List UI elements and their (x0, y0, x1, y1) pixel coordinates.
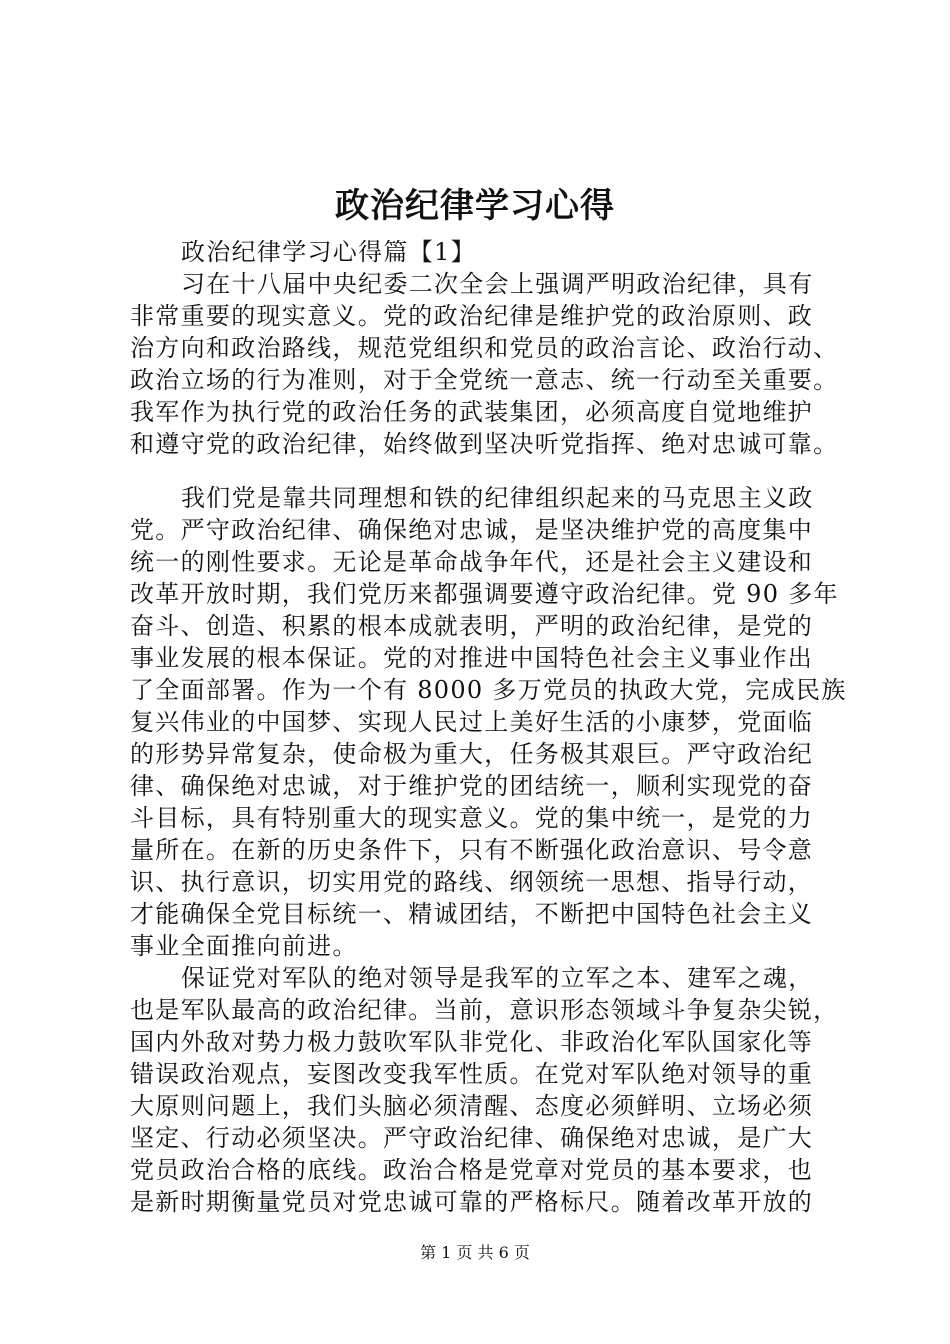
paragraph-line: 也是军队最高的政治纪律。当前，意识形态领域斗争复杂尖锐， (130, 996, 839, 1024)
paragraph-line: 复兴伟业的中国梦、实现人民过上美好生活的小康梦，党面临 (130, 708, 814, 736)
paragraph-line: 习在十八届中央纪委二次全会上强调严明政治纪律，具有 (181, 270, 814, 298)
paragraph-line: 非常重要的现实意义。党的政治纪律是维护党的政治原则、政 (130, 302, 814, 330)
paragraph-line: 党员政治合格的底线。政治合格是党章对党员的基本要求，也 (130, 1156, 814, 1184)
paragraph-line: 政治立场的行为准则，对于全党统一意志、统一行动至关重要。 (130, 366, 839, 394)
paragraph-line: 才能确保全党目标统一、精诚团结，不断把中国特色社会主义 (130, 900, 814, 928)
paragraph-line: 了全面部署。作为一个有 8000 多万党员的执政大党，完成民族 (130, 676, 847, 704)
paragraph-line: 坚定、行动必须坚决。严守政治纪律、确保绝对忠诚，是广大 (130, 1124, 814, 1152)
paragraph-line: 事业发展的根本保证。党的对推进中国特色社会主义事业作出 (130, 644, 814, 672)
paragraph-line: 斗目标，具有特别重大的现实意义。党的集中统一，是党的力 (130, 804, 814, 832)
paragraph-line: 国内外敌对势力极力鼓吹军队非党化、非政治化军队国家化等 (130, 1028, 814, 1056)
paragraph-line: 是新时期衡量党员对党忠诚可靠的严格标尺。随着改革开放的 (130, 1188, 814, 1216)
paragraph-line: 我军作为执行党的政治任务的武装集团，必须高度自觉地维护 (130, 398, 814, 426)
paragraph-line: 错误政治观点，妄图改变我军性质。在党对军队绝对领导的重 (130, 1060, 814, 1088)
paragraph-line: 治方向和政治路线，规范党组织和党员的政治言论、政治行动、 (130, 334, 839, 362)
paragraph-line: 党。严守政治纪律、确保绝对忠诚，是坚决维护党的高度集中 (130, 516, 814, 544)
paragraph-line: 事业全面推向前进。 (130, 932, 358, 960)
paragraph-line: 改革开放时期，我们党历来都强调要遵守政治纪律。党 90 多年 (130, 580, 839, 608)
paragraph-line: 奋斗、创造、积累的根本成就表明，严明的政治纪律，是党的 (130, 612, 814, 640)
paragraph-line: 统一的刚性要求。无论是革命战争年代，还是社会主义建设和 (130, 548, 814, 576)
paragraph-line: 和遵守党的政治纪律，始终做到坚决听党指挥、绝对忠诚可靠。 (130, 430, 839, 458)
paragraph-line: 识、执行意识，切实用党的路线、纲领统一思想、指导行动， (130, 868, 814, 896)
page-number: 第 1 页 共 6 页 (420, 1243, 530, 1262)
paragraph-line: 大原则问题上，我们头脑必须清醒、态度必须鲜明、立场必须 (130, 1092, 814, 1120)
paragraph-line: 保证党对军队的绝对领导是我军的立军之本、建军之魂， (181, 964, 814, 992)
paragraph-line: 律、确保绝对忠诚，对于维护党的团结统一，顺利实现党的奋 (130, 772, 814, 800)
section-heading: 政治纪律学习心得篇【1】 (181, 238, 476, 266)
document-title: 政治纪律学习心得 (335, 186, 615, 226)
paragraph-line: 我们党是靠共同理想和铁的纪律组织起来的马克思主义政 (181, 484, 814, 512)
paragraph-line: 量所在。在新的历史条件下，只有不断强化政治意识、号令意 (130, 836, 814, 864)
paragraph-line: 的形势异常复杂，使命极为重大，任务极其艰巨。严守政治纪 (130, 740, 814, 768)
